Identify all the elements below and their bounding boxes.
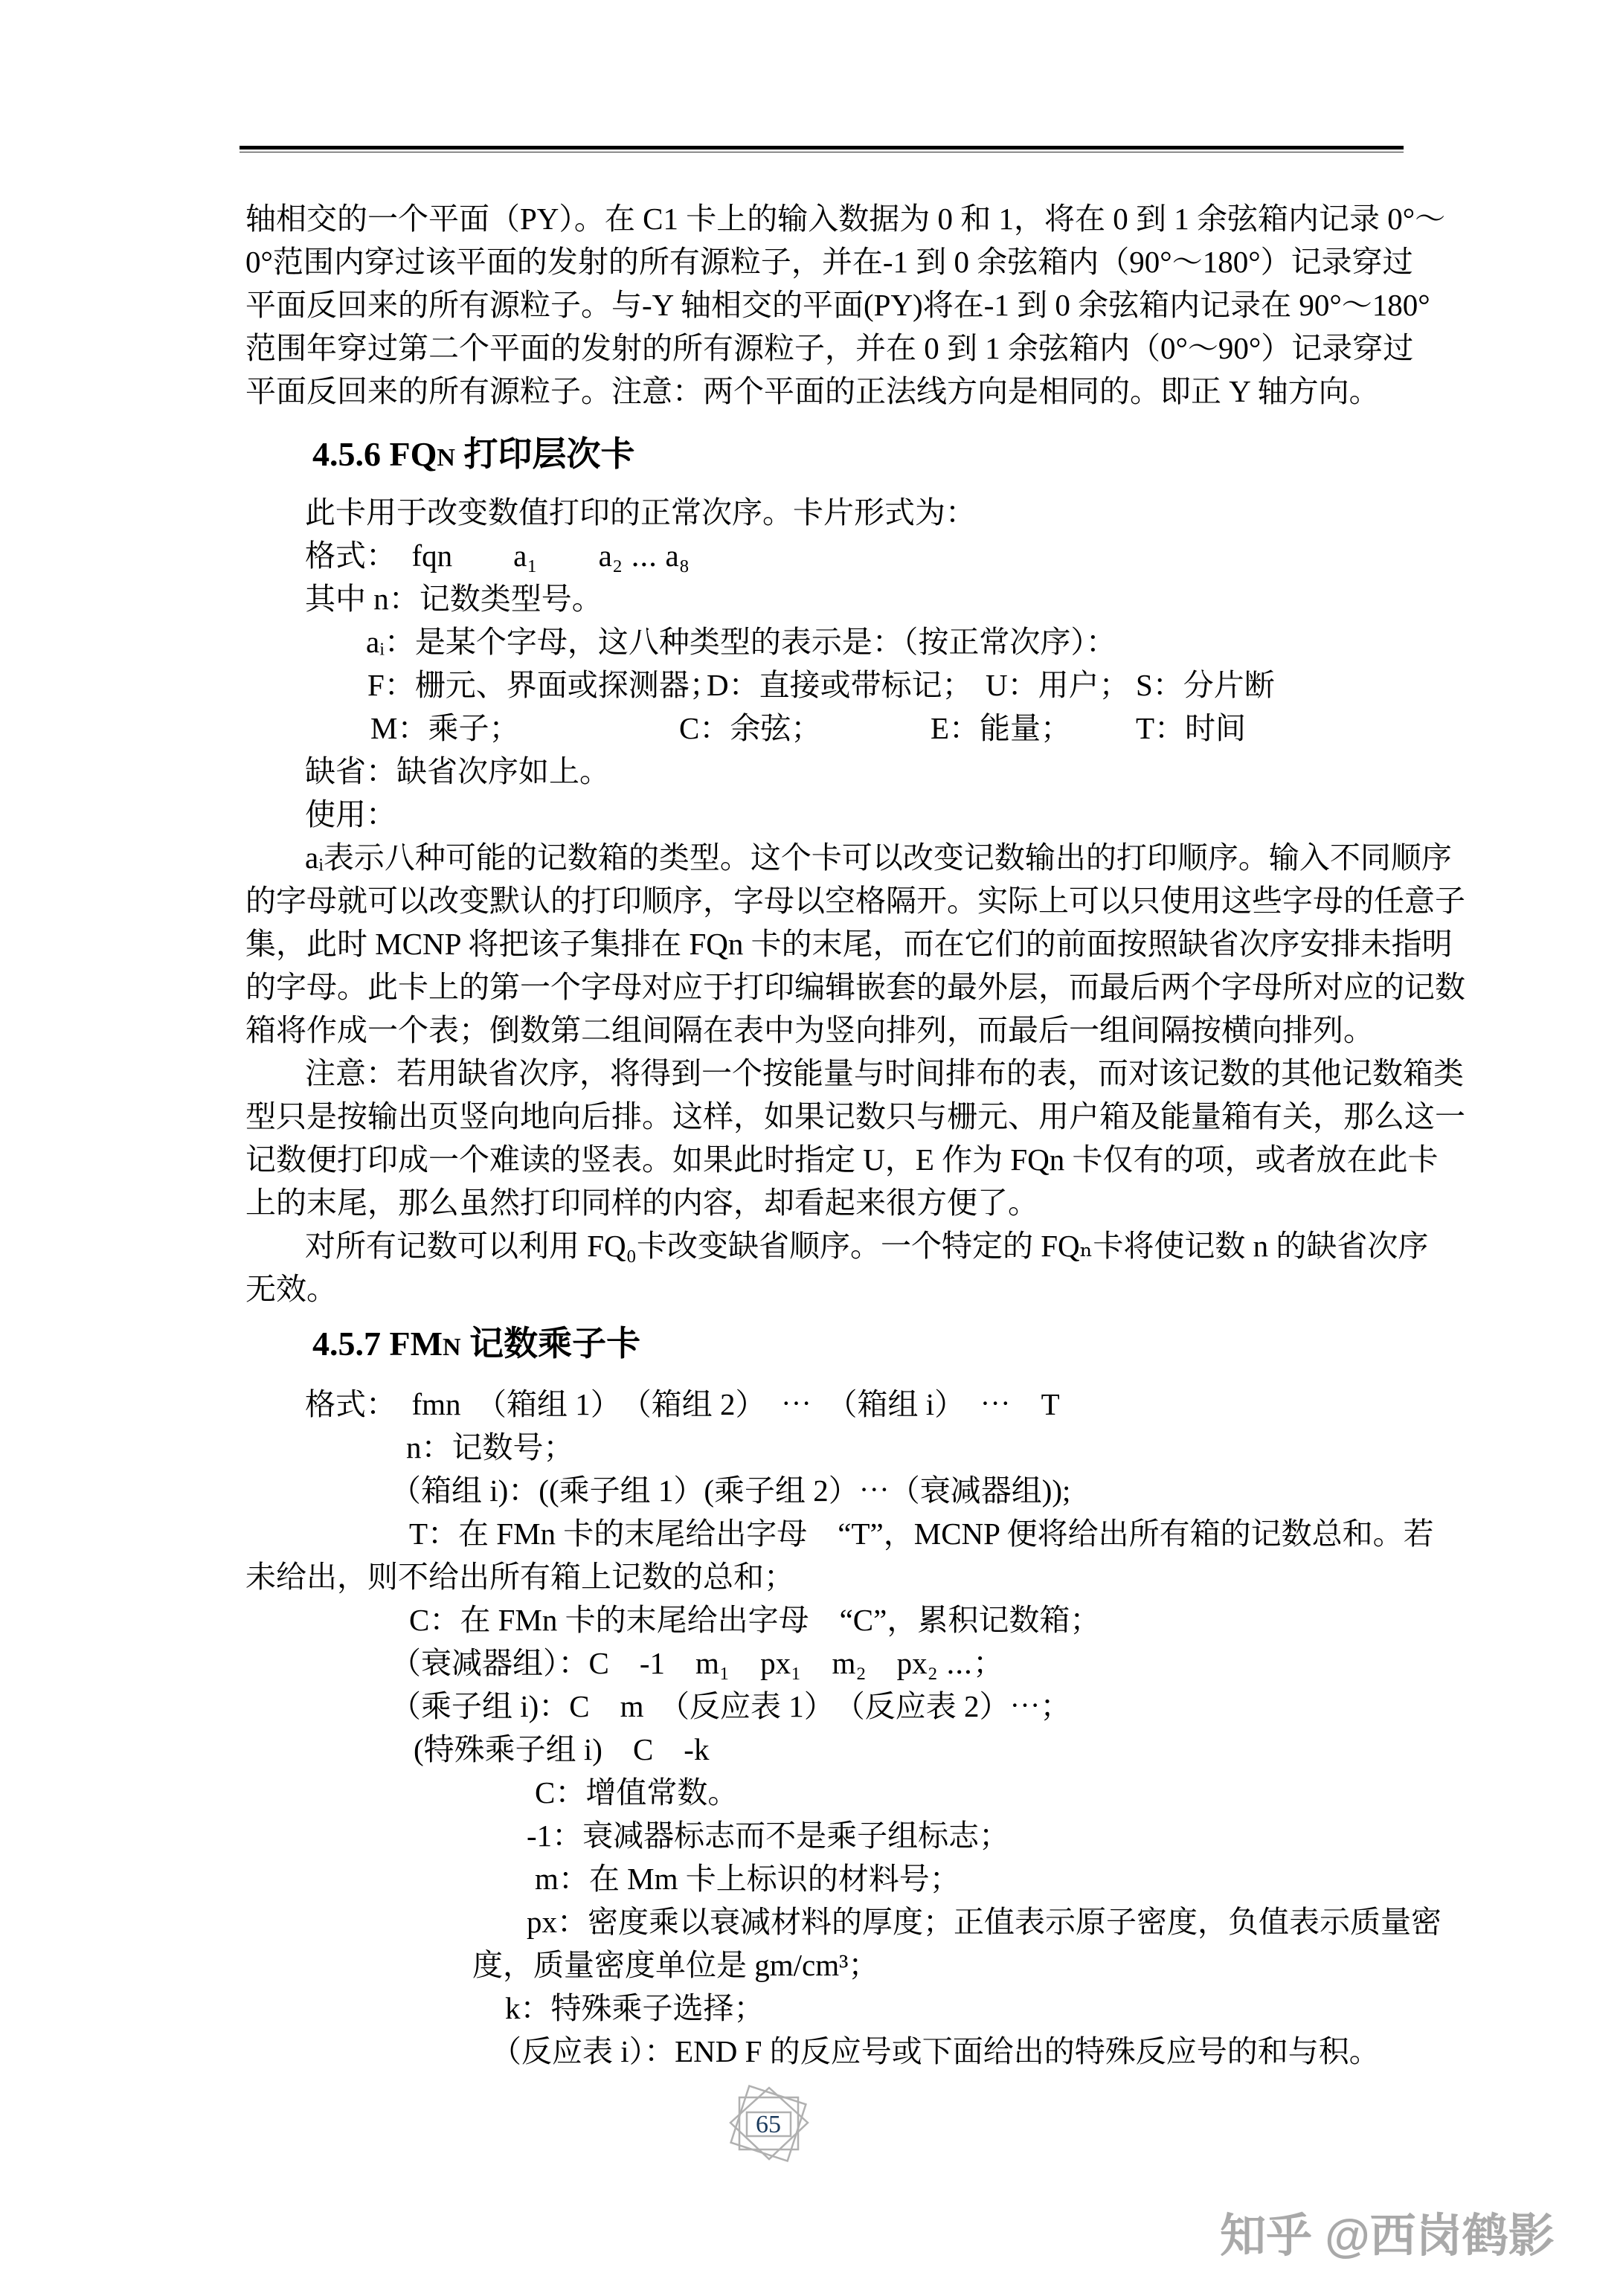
paragraph-line: 平面反回来的所有源粒子。与-Y 轴相交的平面(PY)将在-1 到 0 余弦箱内记录在 90°～180° xyxy=(245,288,1430,322)
section-4-5-6-body xyxy=(245,491,1465,1311)
tally-type-cell: T：时间 xyxy=(1136,711,1247,745)
format-line: 格式： fmn （箱组 1） （箱组 2） ⋯ （箱组 i） ⋯ T xyxy=(305,1387,1060,1421)
body-line: 型只是按输出页竖向地向后排。这样，如果记数只与栅元、用户箱及能量箱有关，那么这一 xyxy=(245,1099,1465,1133)
tally-type-cell: U：用户； xyxy=(986,668,1130,702)
header-rule xyxy=(240,146,1404,152)
body-line: T：在 FMn 卡的末尾给出字母 “T”，MCNP 便将给出所有箱的记数总和。若 xyxy=(409,1517,1434,1551)
watermark-zhihu: 知乎 @西岗鹤影 xyxy=(1220,2210,1555,2262)
body-line: aᵢ表示八种可能的记数箱的类型。这个卡可以改变记数输出的打印顺序。输入不同顺序 xyxy=(305,840,1452,875)
format-line: 格式： fqn a₁ a₂ ⋯ a₈ xyxy=(305,538,690,573)
heading-title: 打印层次卡 xyxy=(454,435,635,473)
body-line: 未给出，则不给出所有箱上记数的总和； xyxy=(245,1560,794,1594)
body-line: aᵢ：是某个字母，这八种类型的表示是：（按正常次序）： xyxy=(366,625,1116,659)
heading-title: 记数乘子卡 xyxy=(460,1325,641,1363)
body-line: 集，此时 MCNP 将把该子集排在 FQn 卡的末尾，而在它们的前面按照缺省次序安排未指明 xyxy=(245,927,1453,961)
body-line: 上的末尾，那么虽然打印同样的内容，却看起来很方便了。 xyxy=(245,1186,1038,1220)
page-number-ornament xyxy=(721,2083,818,2165)
body-line: 注意：若用缺省次序，将得到一个按能量与时间排布的表，而对该记数的其他记数箱类 xyxy=(305,1056,1464,1090)
body-line: 其中 n：记数类型号。 xyxy=(305,582,602,616)
intro-paragraph xyxy=(245,197,1446,413)
tally-type-cell: D：直接或带标记； xyxy=(707,668,973,702)
body-line: 箱将作成一个表；倒数第二组间隔在表中为竖向排列，而最后一组间隔按横向排列。 xyxy=(245,1013,1374,1047)
heading-smallcap-n: N xyxy=(437,444,455,472)
section-heading-4-5-7 xyxy=(312,1323,640,1369)
paragraph-line: 范围年穿过第二个平面的发射的所有源粒子，并在 0 到 1 余弦箱内（0°～90°）记录穿过 xyxy=(245,331,1414,365)
body-line: 缺省：缺省次序如上。 xyxy=(305,754,610,788)
body-line: -1：衰减器标志而不是乘子组标志； xyxy=(527,1819,1010,1853)
heading-number-code: 4.5.7 FM xyxy=(312,1325,443,1363)
tally-type-cell: E：能量； xyxy=(931,711,1072,745)
body-line: C：增值常数。 xyxy=(535,1775,739,1810)
body-line: （反应表 i）：END F 的反应号或下面给出的特殊反应号的和与积。 xyxy=(491,2034,1380,2068)
body-line: （箱组 i)：((乘子组 1）(乘子组 2）⋯（衰减器组)); xyxy=(391,1473,1071,1508)
tally-type-cell: M：乘子； xyxy=(370,711,520,745)
body-line: 对所有记数可以利用 FQ₀卡改变缺省顺序。一个特定的 FQₙ卡将使记数 n 的缺省次序 xyxy=(305,1229,1429,1263)
body-line: (特殊乘子组 i) C -k xyxy=(414,1732,710,1766)
body-line: 此卡用于改变数值打印的正常次序。卡片形式为： xyxy=(305,495,976,530)
tally-type-row-1 xyxy=(245,663,1413,707)
section-4-5-7-body xyxy=(245,1383,1442,2073)
paragraph-line: 0°范围内穿过该平面的发射的所有源粒子，并在-1 到 0 余弦箱内（90°～180°）记录穿过 xyxy=(245,245,1413,279)
tally-type-row-2 xyxy=(245,707,1413,750)
section-heading-4-5-6 xyxy=(312,434,634,479)
body-line: k：特殊乘子选择； xyxy=(505,1991,765,2025)
tally-type-cell: F：栅元、界面或探测器； xyxy=(367,668,720,702)
body-line: 记数便打印成一个难读的竖表。如果此时指定 U，E 作为 FQn 卡仅有的项，或者放在此卡 xyxy=(245,1142,1439,1177)
body-line: （乘子组 i)：C m （反应表 1） （反应表 2）⋯； xyxy=(391,1689,1071,1723)
body-line: （衰减器组）：C -1 m₁ px₁ m₂ px₂ ⋯； xyxy=(391,1646,1004,1680)
tally-type-cell: C：余弦； xyxy=(679,711,822,745)
body-line: n：记数号； xyxy=(406,1430,574,1464)
body-line: 使用： xyxy=(305,797,396,832)
body-line: 无效。 xyxy=(245,1272,337,1306)
body-line: 的字母就可以改变默认的打印顺序，字母以空格隔开。实际上可以只使用这些字母的任意子 xyxy=(245,884,1465,918)
paragraph-line: 平面反回来的所有源粒子。注意：两个平面的正法线方向是相同的。即正 Y 轴方向。 xyxy=(245,374,1380,408)
body-line: m：在 Mm 卡上标识的材料号； xyxy=(535,1862,960,1896)
heading-number-code: 4.5.6 FQ xyxy=(312,435,437,473)
body-line: 度，质量密度单位是 gm/cm³； xyxy=(472,1948,879,1982)
body-line: 的字母。此卡上的第一个字母对应于打印编辑嵌套的最外层，而最后两个字母所对应的记数 xyxy=(245,970,1465,1004)
body-line: px：密度乘以衰减材料的厚度；正值表示原子密度，负值表示质量密 xyxy=(527,1905,1442,1939)
paragraph-line: 轴相交的一个平面（PY）。在 C1 卡上的输入数据为 0 和 1，将在 0 到 1 余弦箱内记录 0°～ xyxy=(245,202,1446,236)
body-line: C：在 FMn 卡的末尾给出字母 “C”，累积记数箱； xyxy=(409,1603,1101,1637)
tally-type-cell: S：分片断 xyxy=(1136,668,1275,702)
page-number: 65 xyxy=(756,2111,781,2138)
heading-smallcap-n: N xyxy=(443,1334,461,1361)
